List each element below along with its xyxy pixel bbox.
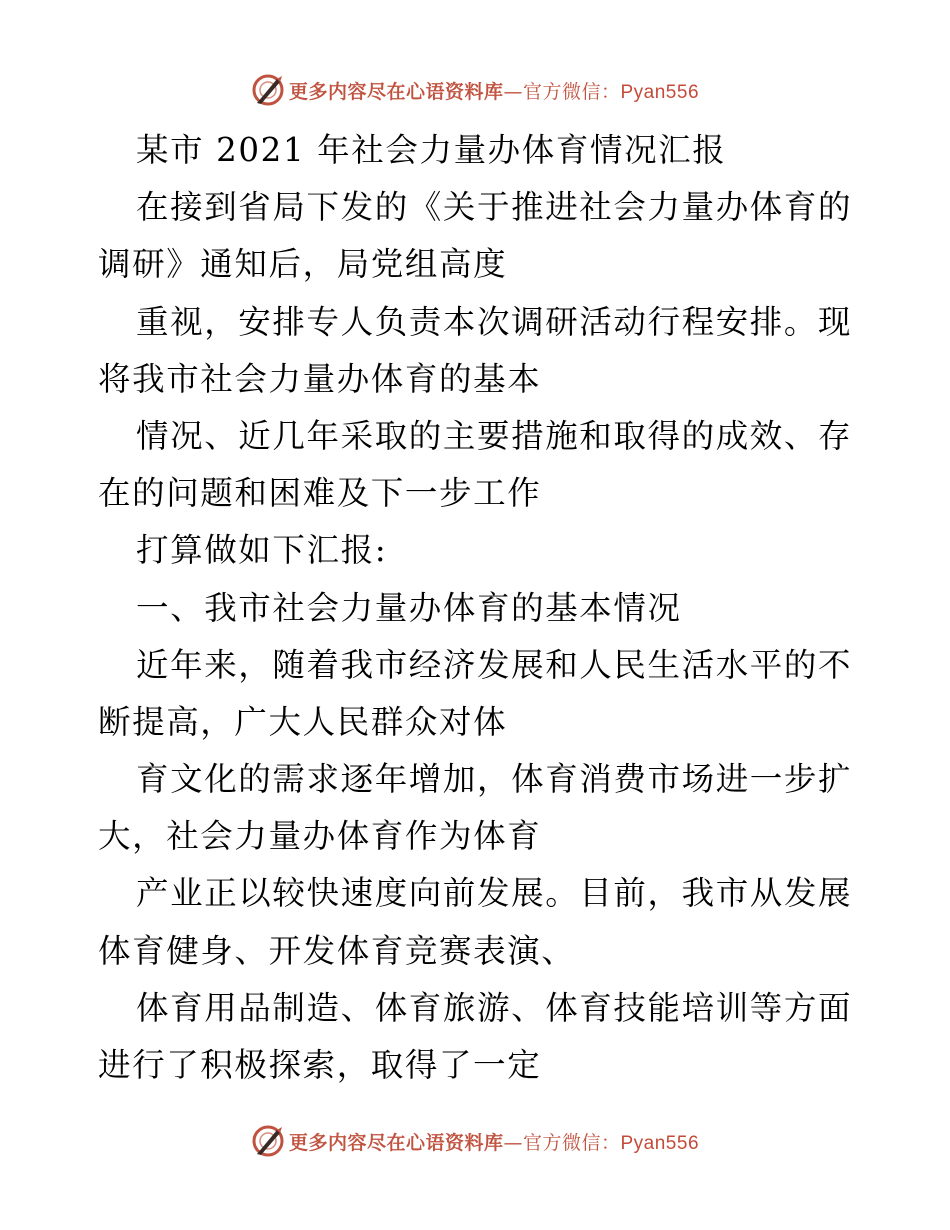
paragraph-line: 调研》通知后，局党组高度 xyxy=(98,245,508,284)
quill-logo-icon xyxy=(251,1124,285,1158)
document-body xyxy=(98,122,858,1094)
watermark-wechat-label: 官方微信： xyxy=(522,1131,621,1154)
paragraph-line: 打算做如下汇报: xyxy=(136,531,388,570)
paragraph-line: 大，社会力量办体育作为体育 xyxy=(98,817,542,856)
quill-logo-icon xyxy=(251,73,285,107)
paragraph-line: 在接到省局下发的《关于推进社会力量办体育的 xyxy=(136,188,853,227)
document-title: 某市 2021 年社会力量办体育情况汇报 xyxy=(136,131,727,169)
paragraph-line: 体育健身、开发体育竞赛表演、 xyxy=(98,931,576,970)
paragraph-line: 育文化的需求逐年增加，体育消费市场进一步扩 xyxy=(136,760,853,799)
watermark-banner-top xyxy=(0,72,950,108)
watermark-wechat-label: 官方微信： xyxy=(522,80,621,103)
paragraph-line: 产业正以较快速度向前发展。目前，我市从发展 xyxy=(136,874,853,913)
watermark-wechat-id: Pyan556 xyxy=(620,81,700,103)
paragraph-line: 将我市社会力量办体育的基本 xyxy=(98,359,542,398)
paragraph-line: 重视，安排专人负责本次调研活动行程安排。现 xyxy=(136,302,853,341)
watermark-brand-text: 更多内容尽在心语资料库 xyxy=(288,1131,504,1154)
section-heading: 一、我市社会力量办体育的基本情况 xyxy=(136,588,682,627)
paragraph-line: 近年来，随着我市经济发展和人民生活水平的不 xyxy=(136,645,853,684)
paragraph-line: 体育用品制造、体育旅游、体育技能培训等方面 xyxy=(136,988,853,1027)
paragraph-line: 进行了积极探索，取得了一定 xyxy=(98,1046,542,1084)
paragraph-line: 情况、近几年采取的主要措施和取得的成效、存 xyxy=(136,416,853,455)
paragraph-line: 断提高，广大人民群众对体 xyxy=(98,702,508,741)
watermark-banner-bottom xyxy=(0,1123,950,1159)
watermark-brand-text: 更多内容尽在心语资料库 xyxy=(288,80,504,103)
watermark-separator: — xyxy=(503,1131,523,1154)
watermark-wechat-id: Pyan556 xyxy=(620,1132,700,1154)
watermark-separator: — xyxy=(503,80,523,103)
paragraph-line: 在的问题和困难及下一步工作 xyxy=(98,474,542,513)
